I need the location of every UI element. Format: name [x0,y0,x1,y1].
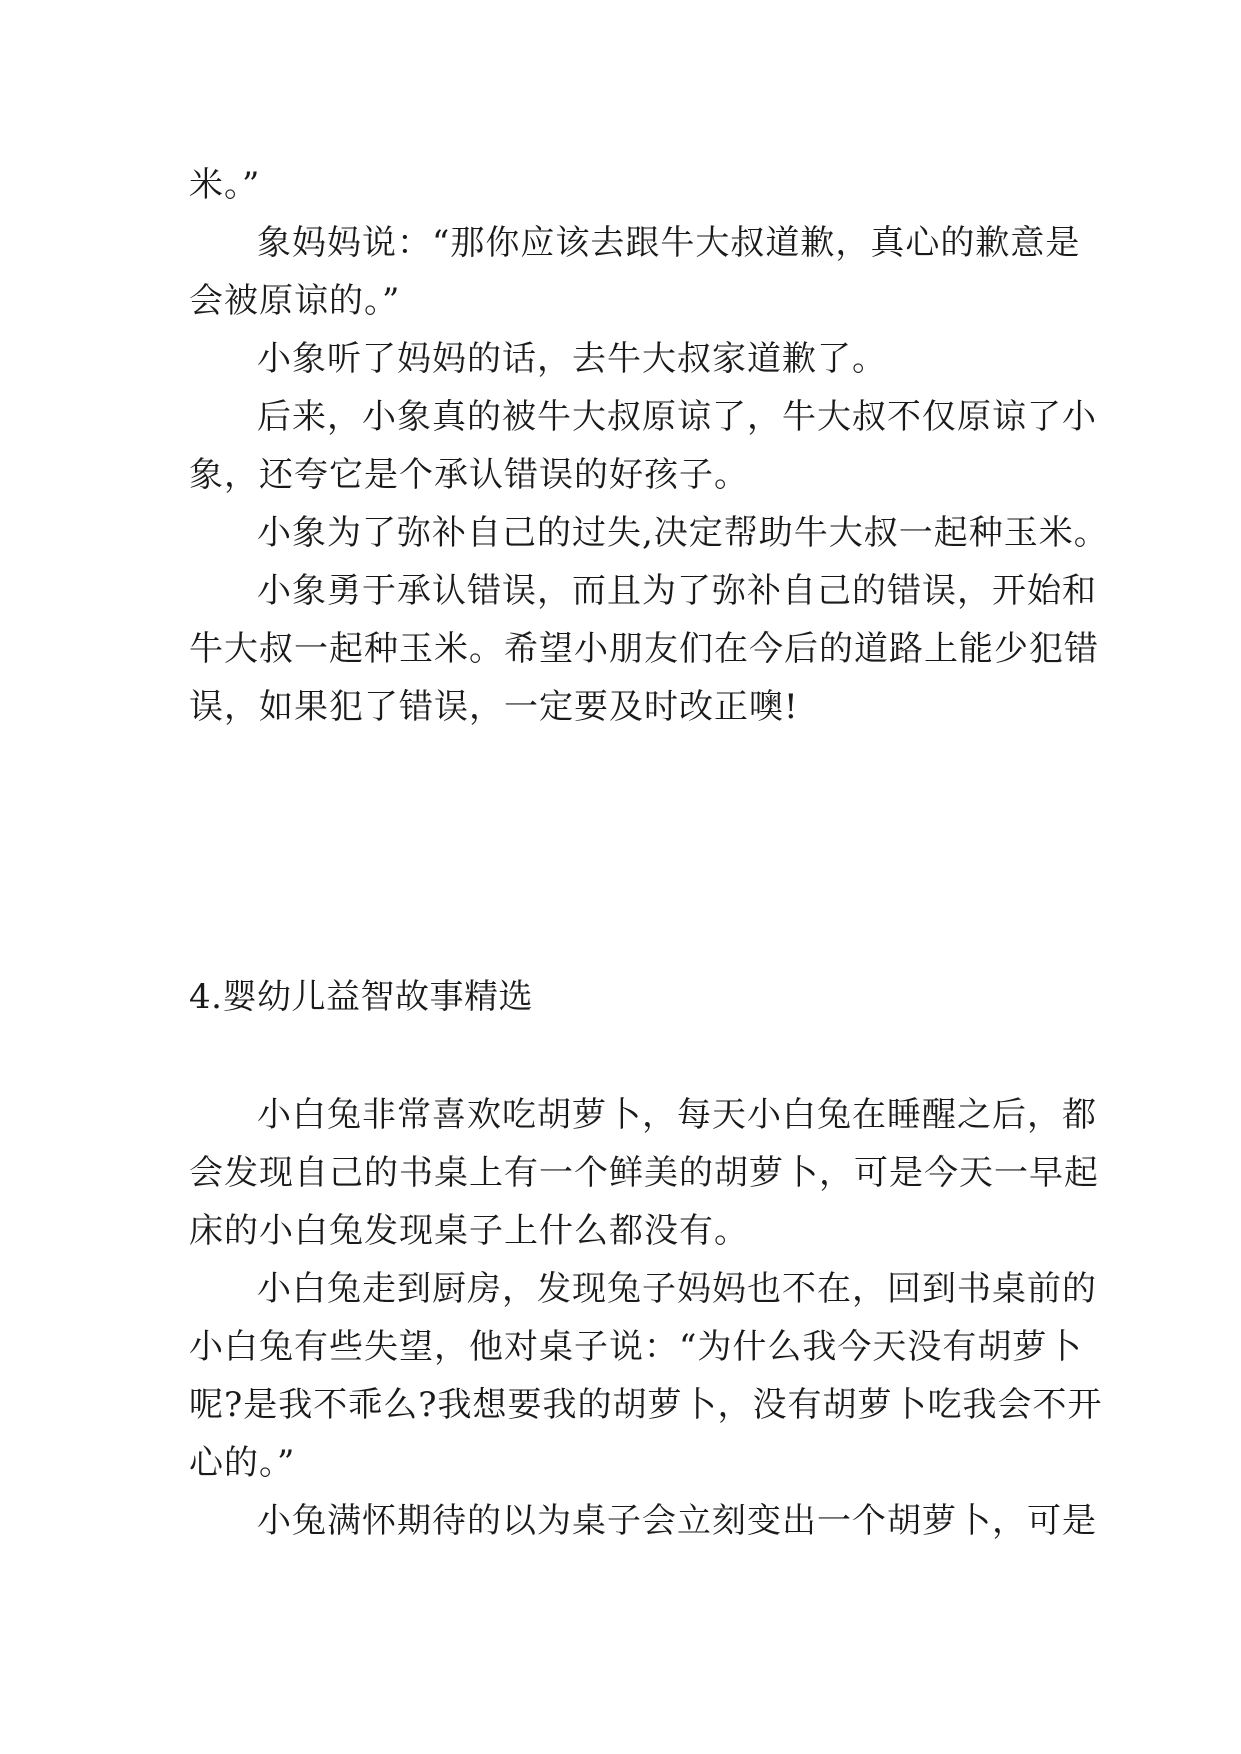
text-line: 小象勇于承认错误，而且为了弥补自己的错误，开始和 [257,571,1097,611]
text-line: 心的。” [189,1443,296,1483]
text-line: 床的小白兔发现桌子上什么都没有。 [189,1211,749,1251]
text-line: 呢?是我不乖么?我想要我的胡萝卜，没有胡萝卜吃我会不开 [189,1385,1103,1425]
text-line: 象，还夸它是个承认错误的好孩子。 [189,455,749,495]
section-heading: 4.婴幼儿益智故事精选 [189,977,533,1017]
text-line: 小象为了弥补自己的过失,决定帮助牛大叔一起种玉米。 [257,513,1109,553]
text-line: 小象听了妈妈的话，去牛大叔家道歉了。 [257,339,887,379]
text-line: 小白兔走到厨房，发现兔子妈妈也不在，回到书桌前的 [257,1269,1097,1309]
text-line: 象妈妈说：“那你应该去跟牛大叔道歉，真心的歉意是 [257,223,1081,263]
text-line: 小白兔有些失望，他对桌子说：“为什么我今天没有胡萝卜 [189,1327,1083,1367]
text-line: 米。” [189,165,261,205]
text-line: 会被原谅的。” [189,281,401,321]
text-line: 小兔满怀期待的以为桌子会立刻变出一个胡萝卜，可是 [257,1501,1097,1541]
text-line: 会发现自己的书桌上有一个鲜美的胡萝卜，可是今天一早起 [189,1153,1099,1193]
text-line: 牛大叔一起种玉米。希望小朋友们在今后的道路上能少犯错 [189,629,1099,669]
text-line: 误，如果犯了错误，一定要及时改正噢! [189,687,799,727]
text-line: 后来，小象真的被牛大叔原谅了，牛大叔不仅原谅了小 [257,397,1097,437]
text-line: 小白兔非常喜欢吃胡萝卜，每天小白兔在睡醒之后，都 [257,1095,1097,1135]
